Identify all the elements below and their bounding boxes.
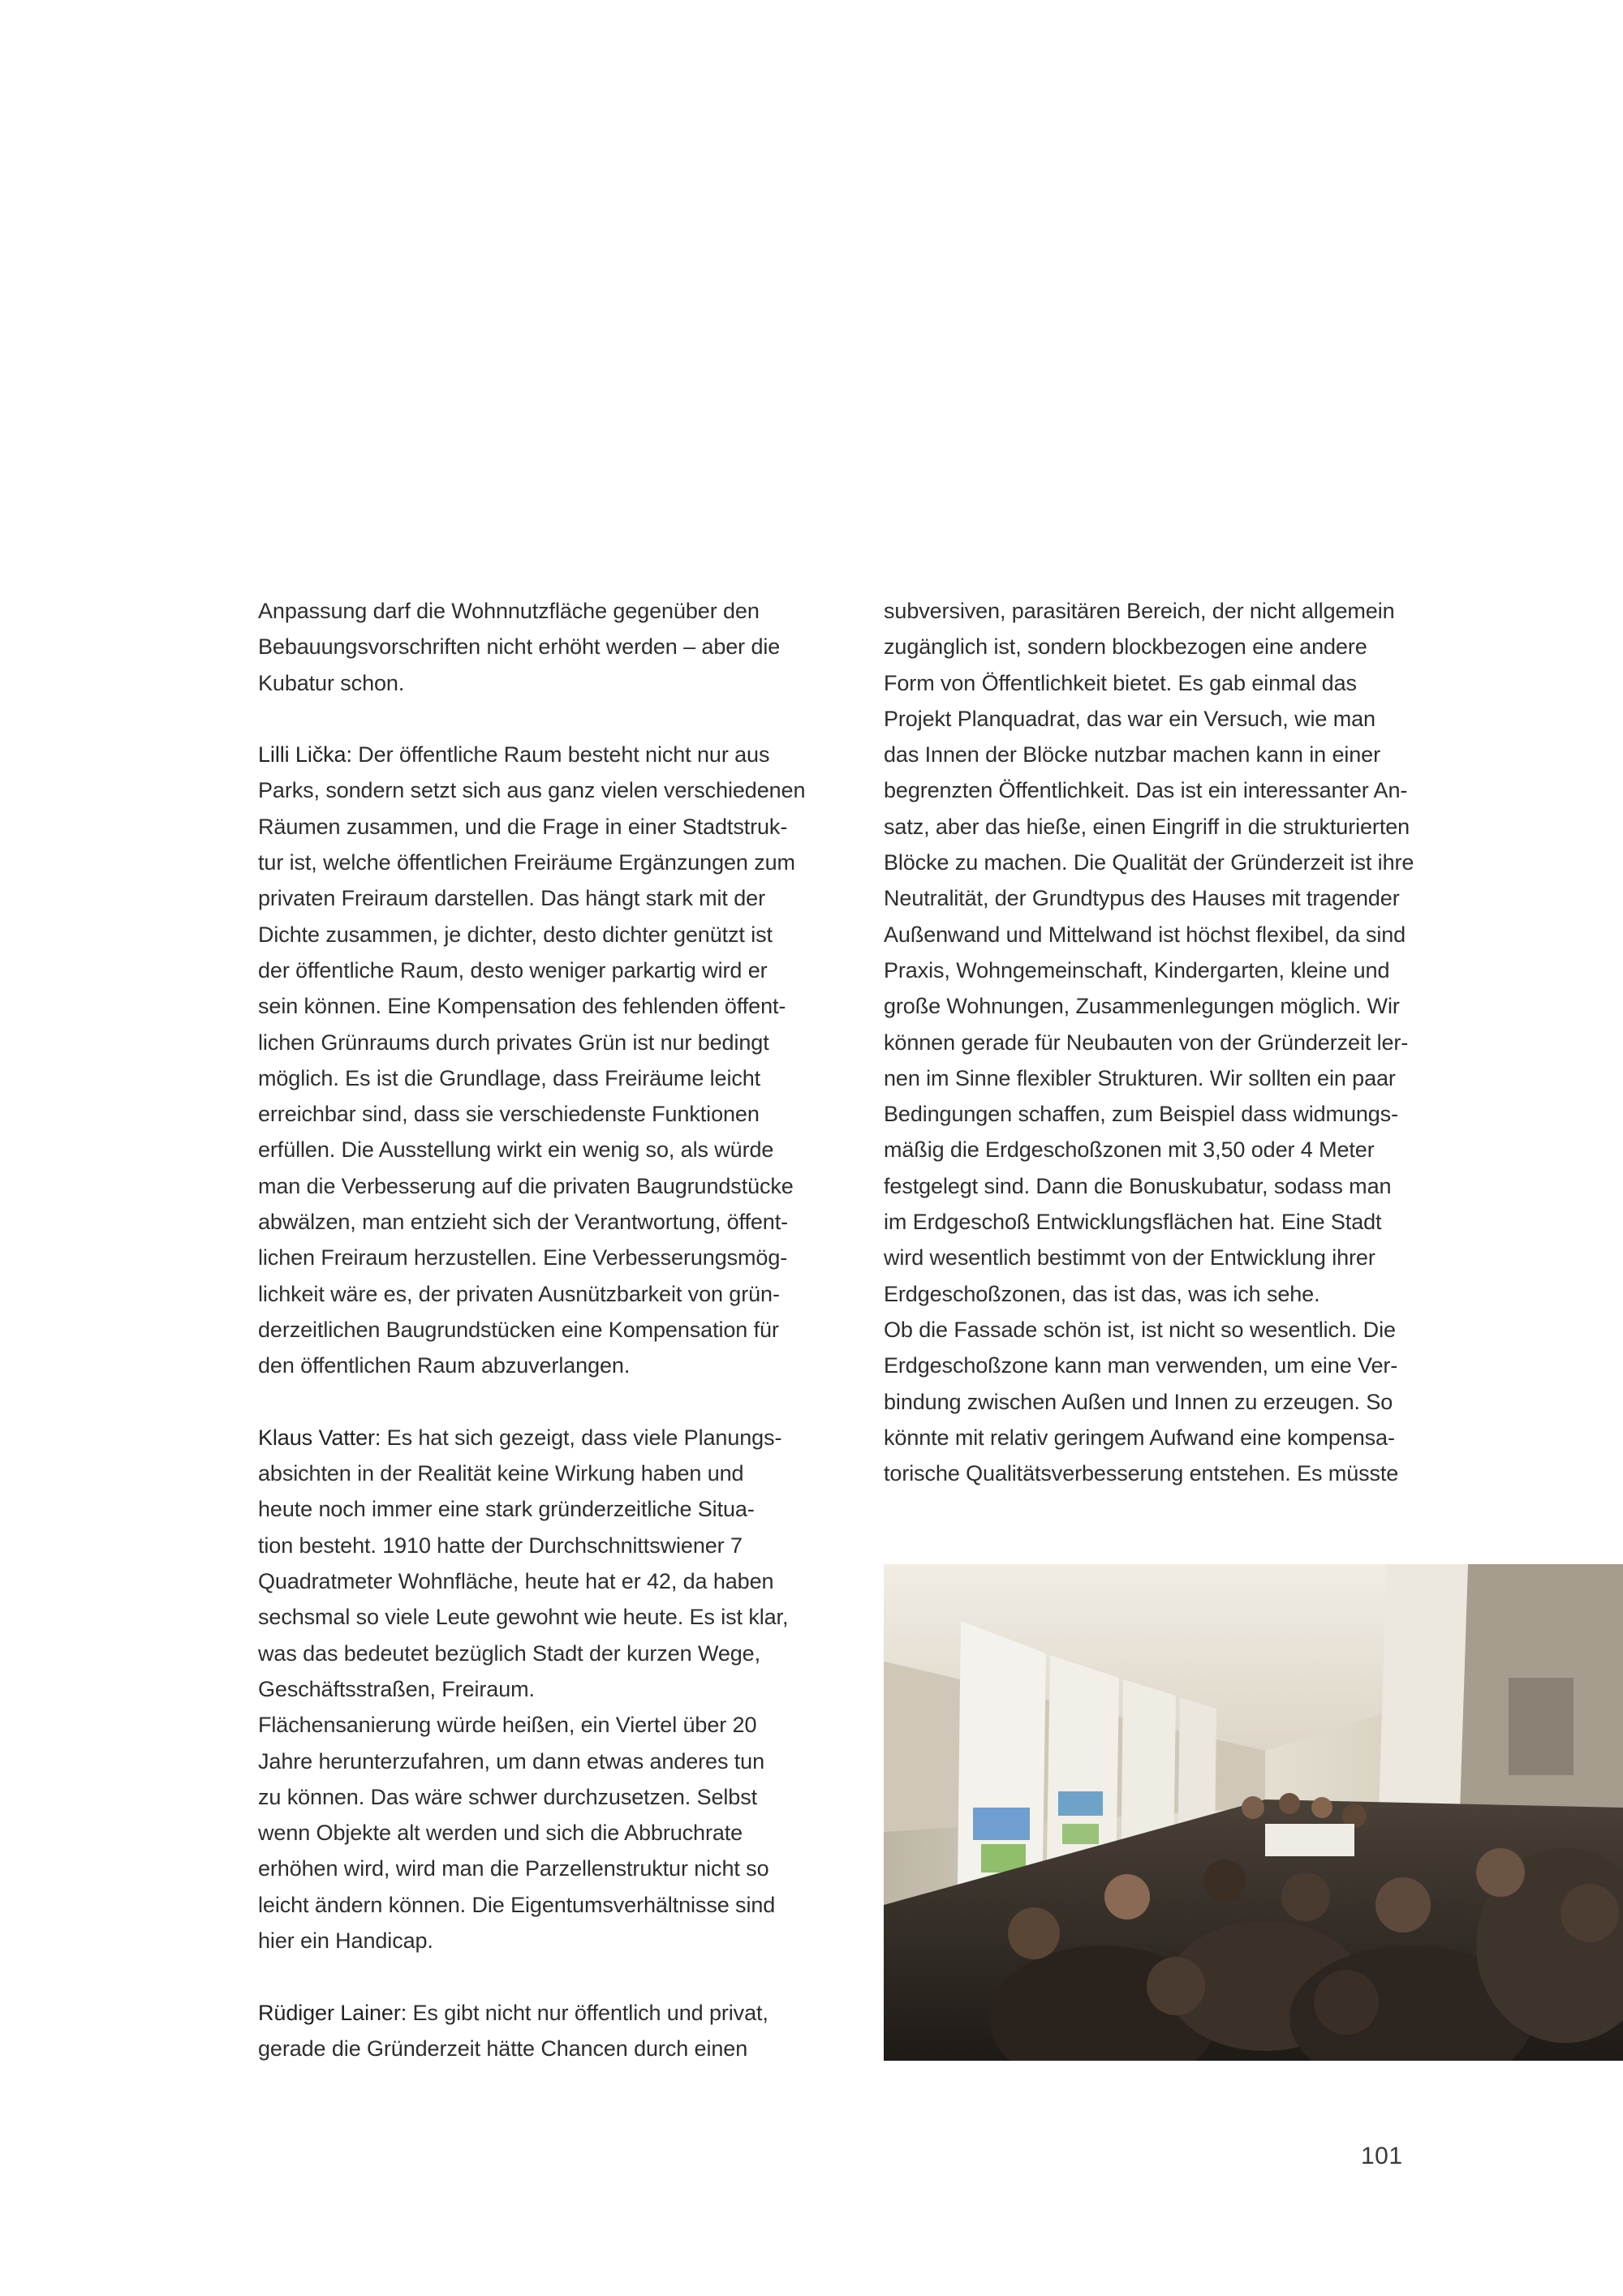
- text-line: Blöcke zu machen. Die Qualität der Gründerzeit ist ihre: [884, 850, 1414, 875]
- text-line: können gerade für Neubauten von der Gründerzeit ler-: [884, 1030, 1409, 1055]
- text-line: gerade die Gründerzeit hätte Chancen durch einen: [258, 2036, 748, 2061]
- right-column: [884, 593, 1521, 1491]
- text-line: [258, 737, 895, 772]
- text-line: leicht ändern können. Die Eigentumsverhältnisse sind: [258, 1892, 776, 1917]
- text-line: im Erdgeschoß Entwicklungsflächen hat. Eine Stadt: [884, 1210, 1382, 1235]
- text-line: nen im Sinne flexibler Strukturen. Wir sollten ein paar: [884, 1065, 1396, 1090]
- text-line: subversiven, parasitären Bereich, der nicht allgemein: [884, 599, 1395, 623]
- text-line: zugänglich ist, sondern blockbezogen eine andere: [884, 634, 1367, 660]
- text-line: große Wohnungen, Zusammenlegungen möglich. Wir: [884, 994, 1400, 1019]
- text-line: Quadratmeter Wohnfläche, heute hat er 42, da haben: [258, 1569, 774, 1594]
- text-line: torische Qualitätsverbesserung entstehen. Es müsste: [884, 1461, 1399, 1486]
- text-line: erreichbar sind, dass sie verschiedenste Funktionen: [258, 1102, 760, 1127]
- text-line: Erdgeschoßzone kann man verwenden, um eine Ver-: [884, 1353, 1398, 1378]
- text-line: hier ein Handicap.: [258, 1928, 433, 1953]
- text-line: könnte mit relativ geringem Aufwand eine kompensa-: [884, 1425, 1395, 1450]
- text-line: Projekt Planquadrat, das war ein Versuch, wie man: [884, 706, 1375, 731]
- text-line: Anpassung darf die Wohnnutzfläche gegenüber den: [258, 599, 760, 623]
- text-line: Parks, sondern setzt sich aus ganz vielen verschiedenen: [258, 778, 806, 803]
- text-line: [258, 1995, 895, 2031]
- text-line: sein können. Eine Kompensation des fehlenden öffent-: [258, 994, 786, 1019]
- text-line: Flächensanierung würde heißen, ein Viertel über 20: [258, 1713, 757, 1738]
- text-line: zu können. Das wäre schwer durchzusetzen. Selbst: [258, 1784, 758, 1809]
- text-line: Bebauungsvorschriften nicht erhöht werden – aber die: [258, 634, 781, 660]
- text-line: Jahre herunterzufahren, um dann etwas anderes tun: [258, 1748, 764, 1774]
- text-line: satz, aber das hieße, einen Eingriff in die strukturierten: [884, 814, 1410, 839]
- text-line: Praxis, Wohngemeinschaft, Kindergarten, kleine und: [884, 957, 1390, 982]
- text-line: lichkeit wäre es, der privaten Ausnützbarkeit von grün-: [258, 1281, 780, 1306]
- text-line: Bedingungen schaffen, zum Beispiel dass widmungs-: [884, 1102, 1398, 1127]
- paragraph-licka: [258, 737, 895, 1383]
- text-line: abwälzen, man entzieht sich der Verantwortung, öffent-: [258, 1210, 788, 1235]
- text-line: lichen Freiraum herzustellen. Eine Verbesserungsmög-: [258, 1245, 788, 1271]
- text-line: erhöhen wird, wird man die Parzellenstruktur nicht so: [258, 1856, 769, 1881]
- text-line: tion besteht. 1910 hatte der Durchschnittswiener 7: [258, 1533, 743, 1558]
- text-line: der öffentliche Raum, desto weniger parkartig wird er: [258, 957, 768, 982]
- text-line: tur ist, welche öffentlichen Freiräume Ergänzungen zum: [258, 850, 795, 875]
- text-line: das Innen der Blöcke nutzbar machen kann in einer: [884, 742, 1380, 767]
- text-fragment: Es hat sich gezeigt, dass viele Planungs-: [381, 1425, 782, 1450]
- text-line: Ob die Fassade schön ist, ist nicht so wesentlich. Die: [884, 1317, 1396, 1342]
- speaker-name: Klaus Vatter:: [258, 1425, 381, 1450]
- text-line: den öffentlichen Raum abzuverlangen.: [258, 1353, 631, 1378]
- photo-illustration: [884, 1564, 1623, 2061]
- text-line: lichen Grünraums durch privates Grün ist nur bedingt: [258, 1030, 769, 1055]
- paragraph-lainer: [258, 1995, 895, 2067]
- text-line: Neutralität, der Grundtypus des Hauses mit tragender: [884, 886, 1400, 911]
- text-line: begrenzten Öffentlichkeit. Das ist ein interessanter An-: [884, 778, 1408, 803]
- text-line: was das bedeutet bezüglich Stadt der kurzen Wege,: [258, 1640, 760, 1666]
- speaker-name: Lilli Lička:: [258, 742, 352, 767]
- paragraph-facade: [884, 1312, 1521, 1491]
- speaker-name: Rüdiger Lainer:: [258, 2000, 407, 2025]
- paragraph-vatter: [258, 1420, 895, 1707]
- paragraph-vatter-continued: [258, 1707, 895, 1958]
- text-line: Räumen zusammen, und die Frage in einer Stadtstruk-: [258, 814, 788, 839]
- text-line: man die Verbesserung auf die privaten Baugrundstücke: [258, 1173, 794, 1198]
- text-line: Geschäftsstraßen, Freiraum.: [258, 1676, 535, 1701]
- text-line: Außenwand und Mittelwand ist höchst flexibel, da sind: [884, 922, 1406, 947]
- text-line: privaten Freiraum darstellen. Das hängt stark mit der: [258, 886, 765, 911]
- text-line: absichten in der Realität keine Wirkung haben und: [258, 1461, 744, 1486]
- text-line: Form von Öffentlichkeit bietet. Es gab einmal das: [884, 670, 1357, 695]
- text-line: heute noch immer eine stark gründerzeitliche Situa-: [258, 1497, 755, 1522]
- paragraph-lainer-continued: [884, 593, 1521, 1312]
- text-line: festgelegt sind. Dann die Bonuskubatur, sodass man: [884, 1173, 1392, 1198]
- text-line: Dichte zusammen, je dichter, desto dichter genützt ist: [258, 922, 773, 947]
- text-line: wird wesentlich bestimmt von der Entwicklung ihrer: [884, 1245, 1375, 1271]
- text-fragment: Es gibt nicht nur öffentlich und privat,: [407, 2000, 768, 2025]
- text-line: bindung zwischen Außen und Innen zu erzeugen. So: [884, 1389, 1393, 1414]
- text-line: wenn Objekte alt werden und sich die Abbruchrate: [258, 1821, 743, 1846]
- text-line: sechsmal so viele Leute gewohnt wie heute. Es ist klar,: [258, 1605, 789, 1630]
- text-line: [258, 1420, 895, 1455]
- page-number: 101: [1361, 2143, 1403, 2169]
- text-line: möglich. Es ist die Grundlage, dass Freiräume leicht: [258, 1065, 761, 1090]
- discussion-photo: [884, 1564, 1623, 2061]
- text-line: mäßig die Erdgeschoßzonen mit 3,50 oder 4 Meter: [884, 1137, 1375, 1163]
- text-line: derzeitlichen Baugrundstücken eine Kompensation für: [258, 1317, 779, 1342]
- text-fragment: Der öffentliche Raum besteht nicht nur aus: [351, 742, 770, 767]
- text-line: Erdgeschoßzonen, das ist das, was ich sehe.: [884, 1281, 1320, 1306]
- paragraph-intro: [258, 593, 895, 701]
- text-line: erfüllen. Die Ausstellung wirkt ein wenig so, als würde: [258, 1137, 774, 1163]
- left-column: [258, 593, 895, 2066]
- text-line: Kubatur schon.: [258, 670, 405, 695]
